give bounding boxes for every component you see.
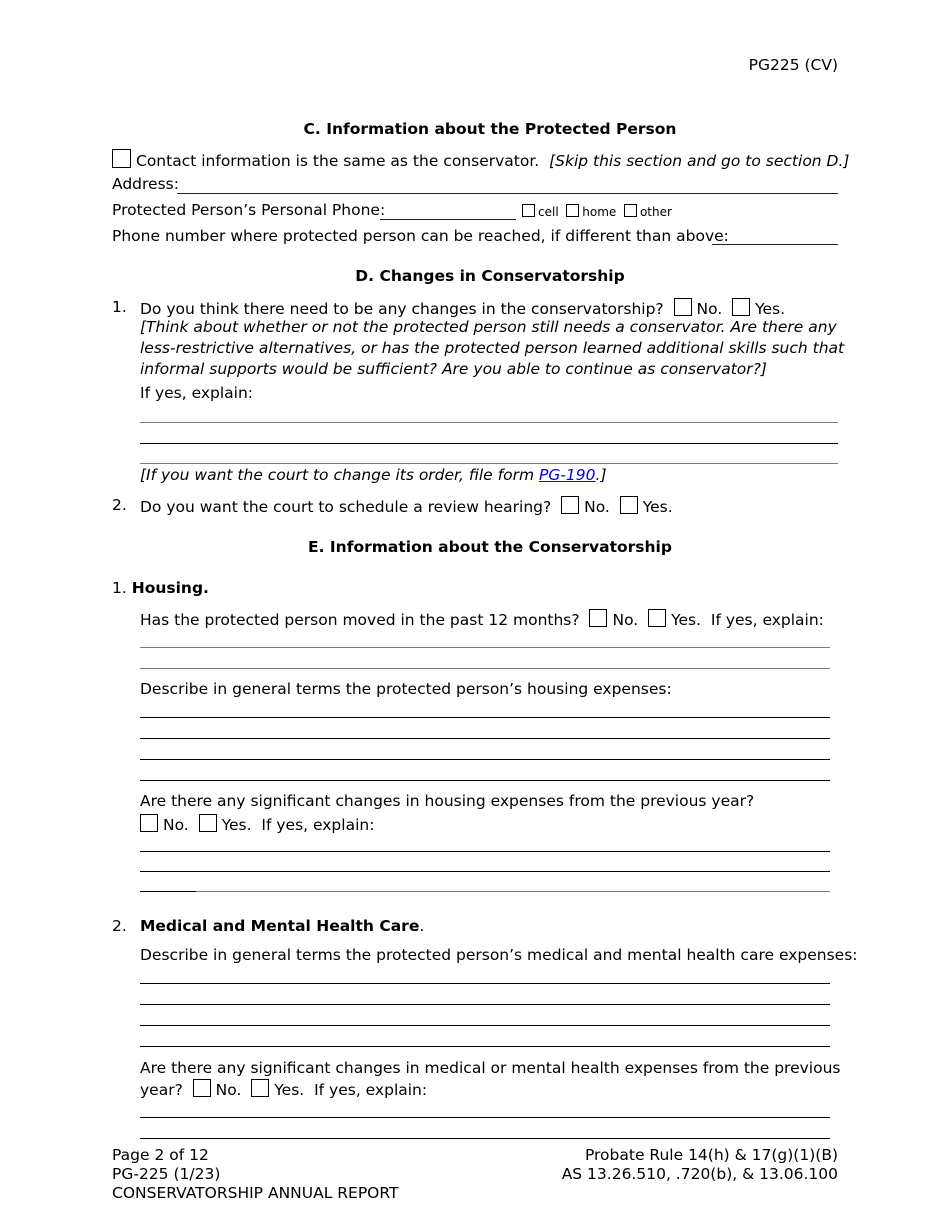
medical-changes-year-label: year?	[140, 1081, 183, 1099]
housing-changes-no-label: No.	[163, 816, 189, 834]
home-checkbox[interactable]	[566, 204, 579, 217]
medical-expenses-line-3[interactable]	[140, 1025, 830, 1026]
d-q2-no-label: No.	[584, 498, 610, 516]
home-label: home	[582, 205, 617, 219]
housing-expenses-line-1[interactable]	[140, 717, 830, 718]
medical-expenses-line-4[interactable]	[140, 1046, 830, 1047]
moved-row	[140, 609, 824, 629]
d-q1-note-line-1: [Think about whether or not the protected person still needs a conservator. Are there any	[140, 318, 837, 336]
medical-changes-yes-label: Yes.	[274, 1081, 305, 1099]
moved-question: Has the protected person moved in the past 12 months?	[140, 611, 580, 629]
court-note-prefix: [If you want the court to change its order, file form	[140, 466, 539, 484]
housing-changes-line-2[interactable]	[140, 871, 830, 872]
d-q1-answer-line-3[interactable]	[140, 463, 838, 464]
housing-changes-question: Are there any significant changes in housing expenses from the previous year?	[140, 792, 755, 810]
housing-changes-line-1[interactable]	[140, 851, 830, 852]
court-note-suffix: .]	[595, 466, 607, 484]
d-q1-no-checkbox[interactable]	[674, 298, 692, 316]
housing-changes-no-checkbox[interactable]	[140, 814, 158, 832]
footer-rule-ref: Probate Rule 14(h) & 17(g)(1)(B)	[584, 1146, 838, 1164]
medical-changes-no-label: No.	[215, 1081, 242, 1099]
moved-answer-line-2[interactable]	[140, 668, 830, 669]
housing-heading	[112, 579, 209, 597]
moved-answer-line-1[interactable]	[140, 647, 830, 648]
d-q1-explain-label: If yes, explain:	[140, 384, 254, 402]
d-q1-number: 1.	[112, 298, 127, 316]
d-q2-row	[140, 496, 673, 516]
section-c-title: C. Information about the Protected Person	[303, 120, 677, 138]
other-label: other	[639, 205, 672, 219]
medical-changes-row	[140, 1079, 427, 1099]
medical-expenses-line-2[interactable]	[140, 1004, 830, 1005]
d-q1-no-label: No.	[696, 300, 723, 318]
section-d-title: D. Changes in Conservatorship	[355, 267, 625, 285]
medical-changes-explain-label: If yes, explain:	[314, 1081, 428, 1099]
d-q2-no-checkbox[interactable]	[561, 496, 579, 514]
housing-changes-yes-checkbox[interactable]	[199, 814, 217, 832]
pg-190-link[interactable]: PG-190	[538, 466, 596, 484]
same-contact-note: [Skip this section and go to section D.]	[549, 152, 850, 170]
housing-changes-line-3[interactable]	[140, 891, 830, 892]
medical-changes-line-1: Are there any significant changes in medical or mental health expenses from the previous	[140, 1059, 841, 1077]
address-label: Address:	[112, 175, 179, 193]
same-contact-checkbox[interactable]	[112, 149, 131, 168]
d-q1-yes-checkbox[interactable]	[732, 298, 750, 316]
medical-expenses-prompt: Describe in general terms the protected person’s medical and mental health care expenses:	[140, 946, 858, 964]
d-q2-yes-checkbox[interactable]	[620, 496, 638, 514]
medical-heading	[140, 917, 424, 935]
d-q2-text: Do you want the court to schedule a review hearing?	[140, 498, 552, 516]
medical-title-period: .	[419, 917, 425, 935]
medical-title: Medical and Mental Health Care	[140, 917, 420, 935]
phone-label: Protected Person’s Personal Phone:	[112, 201, 386, 219]
d-q1-note-line-3: informal supports would be sufficient? Are you able to continue as conservator?]	[140, 360, 767, 378]
alt-phone-field[interactable]	[712, 244, 838, 245]
housing-changes-yes-label: Yes.	[221, 816, 252, 834]
medical-expenses-line-1[interactable]	[140, 983, 830, 984]
housing-changes-explain-label: If yes, explain:	[261, 816, 375, 834]
phone-type-options	[522, 204, 672, 219]
housing-number: 1.	[112, 579, 127, 597]
same-contact-row	[112, 149, 849, 170]
medical-changes-answer-line-2[interactable]	[140, 1138, 830, 1139]
footer-form-number: PG-225 (1/23)	[112, 1165, 221, 1183]
d-q1-note-line-2: less-restrictive alternatives, or has the protected person learned additional skills such that	[140, 339, 845, 357]
medical-changes-no-checkbox[interactable]	[193, 1079, 211, 1097]
d-q2-number: 2.	[112, 496, 127, 514]
moved-yes-label: Yes.	[671, 611, 702, 629]
section-e-title: E. Information about the Conservatorship	[308, 538, 672, 556]
moved-yes-checkbox[interactable]	[648, 609, 666, 627]
form-code: PG225 (CV)	[748, 56, 838, 74]
cell-checkbox[interactable]	[522, 204, 535, 217]
d-q1-answer-line-2[interactable]	[140, 443, 838, 444]
d-q1-row	[140, 298, 785, 318]
footer-page: Page 2 of 12	[112, 1146, 209, 1164]
medical-changes-yes-checkbox[interactable]	[251, 1079, 269, 1097]
same-contact-label: Contact information is the same as the conservator.	[136, 152, 540, 170]
d-q2-yes-label: Yes.	[642, 498, 673, 516]
footer-statute-ref: AS 13.26.510, .720(b), & 13.06.100	[561, 1165, 838, 1183]
cell-label: cell	[538, 205, 559, 219]
court-note	[140, 466, 607, 484]
housing-expenses-line-2[interactable]	[140, 738, 830, 739]
other-checkbox[interactable]	[624, 204, 637, 217]
housing-title: Housing.	[131, 579, 209, 597]
alt-phone-label: Phone number where protected person can be reached, if different than above:	[112, 227, 729, 245]
moved-explain-label: If yes, explain:	[710, 611, 824, 629]
address-field[interactable]	[177, 193, 838, 194]
d-q1-yes-label: Yes.	[755, 300, 786, 318]
housing-expenses-line-4[interactable]	[140, 780, 830, 781]
moved-no-checkbox[interactable]	[589, 609, 607, 627]
footer-form-name: CONSERVATORSHIP ANNUAL REPORT	[112, 1184, 399, 1202]
housing-expenses-line-3[interactable]	[140, 759, 830, 760]
phone-field[interactable]	[380, 219, 516, 220]
d-q1-text: Do you think there need to be any changes in the conservatorship?	[140, 300, 664, 318]
housing-expenses-prompt: Describe in general terms the protected person’s housing expenses:	[140, 680, 672, 698]
housing-changes-row	[140, 814, 374, 834]
moved-no-label: No.	[612, 611, 639, 629]
medical-number: 2.	[112, 917, 127, 935]
housing-changes-line-3-stub	[140, 891, 196, 892]
medical-changes-answer-line-1[interactable]	[140, 1117, 830, 1118]
d-q1-answer-line-1[interactable]	[140, 422, 838, 423]
